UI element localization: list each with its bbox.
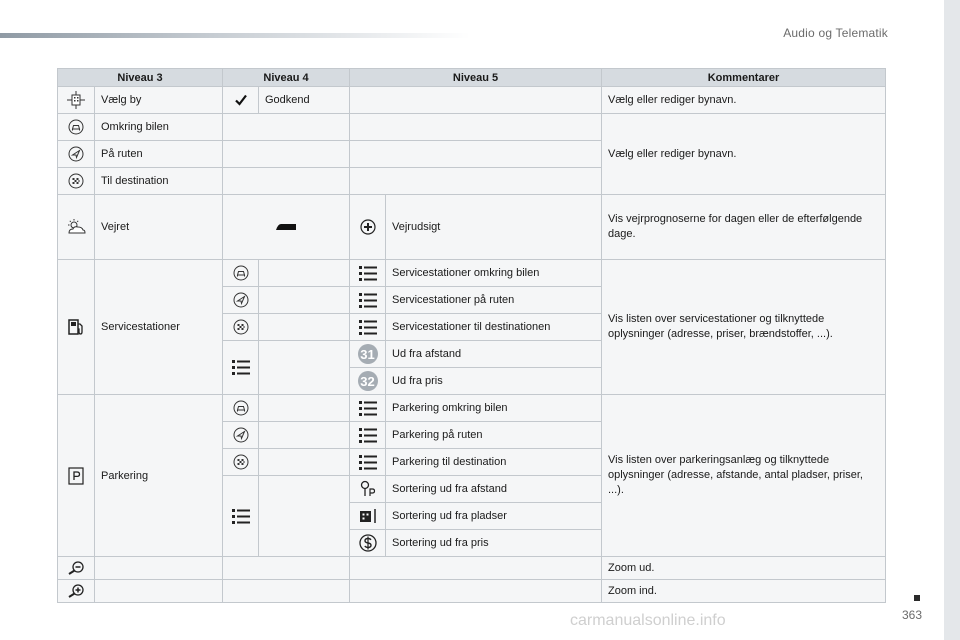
section-title: Audio og Telematik	[783, 26, 888, 40]
destination-flag-icon	[223, 314, 259, 341]
around-car-icon	[223, 260, 259, 287]
label-service-paa-ruten: Servicestationer på ruten	[386, 287, 602, 314]
label-vejrudsigt: Vejrudsigt	[386, 195, 602, 260]
label-vejret: Vejret	[95, 195, 223, 260]
list-icon	[223, 341, 259, 395]
col-header-kommentarer: Kommentarer	[602, 69, 886, 87]
label-ud-fra-pris: Ud fra pris	[386, 368, 602, 395]
table-row	[58, 87, 886, 114]
label-godkend: Godkend	[259, 87, 350, 114]
list-icon	[350, 260, 386, 287]
comment-servicestationer: Vis listen over servicestationer og tilknyttede oplysninger (adresse, priser, brændstoffer, ...).	[602, 260, 886, 395]
page-number: 363	[902, 608, 923, 622]
plus-circle-icon	[350, 195, 386, 260]
col-header-niveau-4: Niveau 4	[223, 69, 350, 87]
dollar-icon	[350, 530, 386, 557]
check-icon	[223, 87, 259, 114]
badge-32: 32	[358, 371, 378, 391]
comment-vaelg-by: Vælg eller rediger bynavn.	[602, 87, 886, 114]
col-header-niveau-5: Niveau 5	[350, 69, 602, 87]
on-route-icon	[223, 422, 259, 449]
label-paa-ruten: På ruten	[95, 141, 223, 168]
destination-flag-icon	[58, 168, 95, 195]
comment-zoom-ind: Zoom ind.	[602, 580, 886, 603]
comment-zoom-ud: Zoom ud.	[602, 557, 886, 580]
label-servicestationer: Servicestationer	[95, 260, 223, 395]
around-car-icon	[58, 114, 95, 141]
table-row	[58, 260, 886, 287]
list-icon	[350, 449, 386, 476]
fuel-station-icon	[58, 260, 95, 395]
parking-spaces-icon	[350, 503, 386, 530]
table-row	[58, 195, 886, 260]
label-parkering-til-destination: Parkering til destination	[386, 449, 602, 476]
around-car-icon	[223, 395, 259, 422]
parking-icon	[58, 395, 95, 557]
on-route-icon	[223, 287, 259, 314]
destination-flag-icon	[223, 449, 259, 476]
list-icon	[350, 287, 386, 314]
zoom-out-icon	[58, 557, 95, 580]
list-icon	[350, 314, 386, 341]
watermark: carmanualsonline.info	[570, 612, 726, 629]
city-target-icon	[58, 87, 95, 114]
comment-vejret: Vis vejrprognoserne for dagen eller de efterfølgende dage.	[602, 195, 886, 260]
list-icon	[223, 476, 259, 557]
label-vaelg-by: Vælg by	[95, 87, 223, 114]
label-til-destination: Til destination	[95, 168, 223, 195]
list-icon	[350, 422, 386, 449]
label-parkering-omkring-bilen: Parkering omkring bilen	[386, 395, 602, 422]
on-route-icon	[58, 141, 95, 168]
table-row	[58, 395, 886, 422]
weather-icon	[58, 195, 95, 260]
table-row	[58, 114, 886, 141]
distance-pin-icon	[350, 476, 386, 503]
page-marker	[914, 595, 920, 601]
header-accent-bar	[0, 33, 470, 38]
label-service-omkring-bilen: Servicestationer omkring bilen	[386, 260, 602, 287]
label-parkering: Parkering	[95, 395, 223, 557]
table-row	[58, 580, 886, 603]
menu-table	[57, 68, 886, 603]
zoom-in-icon	[58, 580, 95, 603]
label-sortering-pladser: Sortering ud fra pladser	[386, 503, 602, 530]
label-parkering-paa-ruten: Parkering på ruten	[386, 422, 602, 449]
col-header-niveau-3: Niveau 3	[58, 69, 223, 87]
label-service-til-destination: Servicestationer til destinationen	[386, 314, 602, 341]
badge-31: 31	[358, 344, 378, 364]
weather-bar-icon	[223, 195, 350, 260]
page-edge-bar	[944, 0, 960, 640]
list-icon	[350, 395, 386, 422]
label-sortering-pris: Sortering ud fra pris	[386, 530, 602, 557]
label-sortering-afstand: Sortering ud fra afstand	[386, 476, 602, 503]
comment-byvalg: Vælg eller rediger bynavn.	[602, 114, 886, 195]
table-row	[58, 557, 886, 580]
label-omkring-bilen: Omkring bilen	[95, 114, 223, 141]
comment-parkering: Vis listen over parkeringsanlæg og tilknyttede oplysninger (adresse, afstande, antal pladser, priser, ...).	[602, 395, 886, 557]
label-ud-fra-afstand: Ud fra afstand	[386, 341, 602, 368]
